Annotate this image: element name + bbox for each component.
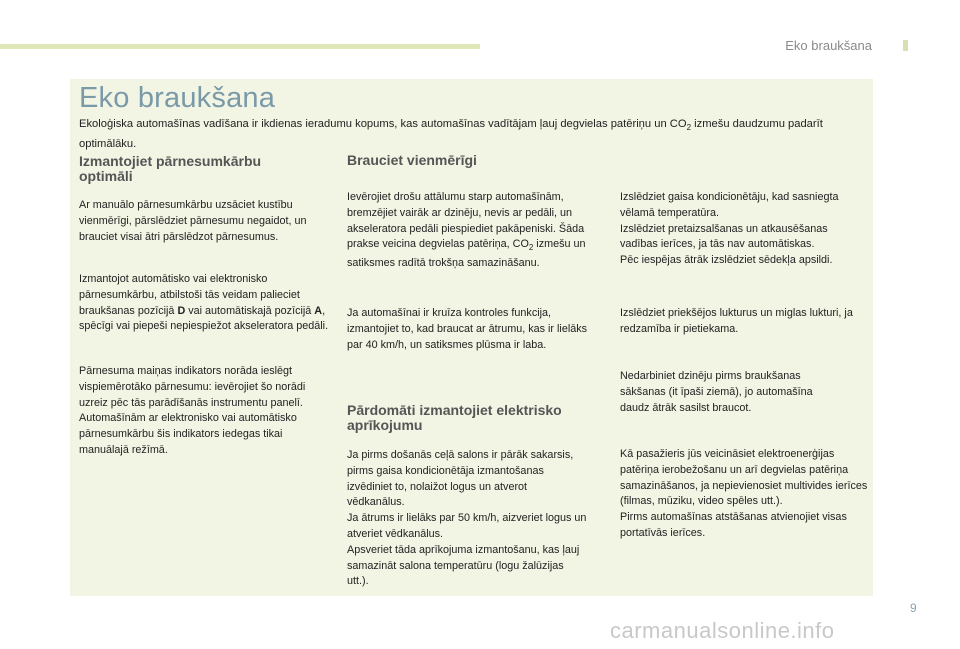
col2-block1 — [347, 190, 599, 272]
col2-block2 — [347, 306, 599, 353]
col1-block1 — [79, 198, 329, 245]
header-accent-bar — [0, 44, 480, 49]
col3-block3 — [620, 369, 845, 416]
page-title: Eko braukšana — [79, 82, 276, 114]
col3-paragraph-2: Izslēdziet pretaizsalšanas un atkausēšanas vadības ierīces, ja tās nav automātiskas. — [620, 222, 828, 251]
col1-p2-e: , spēcīgi vai piepeši nepiespiežot akseleratora pedāli. — [79, 304, 329, 333]
col1-p2-d-label: D — [177, 304, 186, 317]
col1-paragraph-1: Ar manuālo pārnesumkārbu uzsāciet kustību vienmērīgi, pārslēdziet pārnesumu negaidot, un brauciet visai ātri pārslēdzot pārnesumus. — [79, 199, 307, 243]
col3-block2 — [620, 306, 860, 338]
col1-p2-a-label: A — [314, 304, 323, 317]
col1-p2-c: vai automātiskajā pozīcijā — [185, 304, 315, 317]
col3-paragraph-7: Pirms automašīnas atstāšanas atvienojiet visas portatīvās ierīces. — [620, 511, 847, 539]
heading-electrical-line2: aprīkojumu — [347, 417, 423, 433]
page-number: 9 — [910, 601, 917, 615]
intro-subscript: 2 — [686, 123, 692, 133]
header-section-title: Eko braukšana — [785, 38, 872, 53]
col1-block2 — [79, 272, 329, 335]
col2-paragraph-5: Apsveriet tāda aprīkojuma izmantošanu, kas ļauj samazināt salona temperatūru (logu žalūzijas utt.). — [347, 543, 580, 588]
col2-paragraph-3: Ja pirms došanās ceļā salons ir pārāk sakarsis, pirms gaisa kondicionētāja izmantošanas izvēdiniet to, nolaižot logus un atverot vēdkanālus. — [347, 449, 574, 509]
col2-paragraph-2: Ja automašīnai ir kruīza kontroles funkcija, izmantojiet to, kad braucat ar ātrumu, kas ir lielāks par 40 km/h, un satiksmes plūsma ir laba. — [347, 307, 588, 351]
col3-block1 — [620, 190, 868, 269]
heading-gearbox-line1: Izmantojiet pārnesumkārbu — [79, 153, 262, 169]
col3-paragraph-1: Izslēdziet gaisa kondicionētāju, kad sasniegta vēlamā temperatūra. — [620, 191, 839, 219]
heading-electrical-line1: Pārdomāti izmantojiet elektrisko — [347, 402, 562, 418]
col3-paragraph-6: Kā pasažieris jūs veicināsiet elektroenerģijas patēriņa ierobežošanu un arī degvielas patēriņa samazināšanos, ja nepievienosiet multivides ierīces (filmas, mūziku, video spēles utt.). — [620, 448, 868, 508]
col2-block3 — [347, 448, 587, 590]
col1-paragraph-2 — [79, 272, 329, 335]
heading-drive-smoothly: Brauciet vienmērīgi — [347, 152, 477, 168]
col2-paragraph-1 — [347, 190, 599, 272]
col3-block4 — [620, 447, 868, 542]
header-marker — [903, 40, 908, 51]
col2-p1-b: izmešu un satiksmes radītā trokšņa samazināšanu. — [347, 238, 586, 270]
col1-paragraph-3: Pārnesuma maiņas indikators norāda ieslēgt vispiemērotāko pārnesumu: ievērojiet šo norādi uzreiz pēc tās parādīšanās instrumentu panelī. — [79, 365, 306, 409]
heading-gearbox-line2: optimāli — [79, 168, 133, 184]
col3-paragraph-4: Izslēdziet priekšējos lukturus un miglas lukturi, ja redzamība ir pietiekama. — [620, 307, 853, 335]
heading-gearbox — [79, 154, 309, 184]
col2-p1-subscript: 2 — [528, 243, 534, 253]
col3-paragraph-5: Nedarbiniet dzinēju pirms braukšanas sākšanas (it īpaši ziemā), jo automašīna daudz ātrāk sasilst braucot. — [620, 370, 813, 414]
intro-paragraph — [79, 116, 859, 152]
intro-text-b: izmešu daudzumu padarīt optimālāku. — [79, 118, 823, 151]
col2-paragraph-4: Ja ātrums ir lielāks par 50 km/h, aizveriet logus un atveriet vēdkanālus. — [347, 512, 587, 540]
col2-p1-a: Ievērojiet drošu attālumu starp automašīnām, bremzējiet vairāk ar dzinēju, nevis ar pedāli, un akseleratora pedāli piespiediet pakāpeniski. Šāda prakse veicina degvielas patēriņa, CO — [347, 191, 585, 251]
intro-text-a: Ekoloģiska automašīnas vadīšana ir ikdienas ieradumu kopums, kas automašīnas vadītājam ļauj degvielas patēriņu un CO — [79, 118, 687, 130]
col1-paragraph-4: Automašīnām ar elektronisko vai automātisko pārnesumkārbu šis indikators iedegas tikai manuālajā režīmā. — [79, 412, 297, 456]
watermark: carmanualsonline.info — [610, 618, 835, 643]
heading-electrical-equipment — [347, 403, 607, 433]
col3-paragraph-3: Pēc iespējas ātrāk izslēdziet sēdekļa apsildi. — [620, 254, 833, 267]
col1-p2-a: Izmantojot automātisko vai elektronisko pārnesumkārbu, atbilstoši tās veidam palieciet braukšanas pozīcijā — [79, 273, 300, 317]
col1-block3 — [79, 364, 329, 459]
